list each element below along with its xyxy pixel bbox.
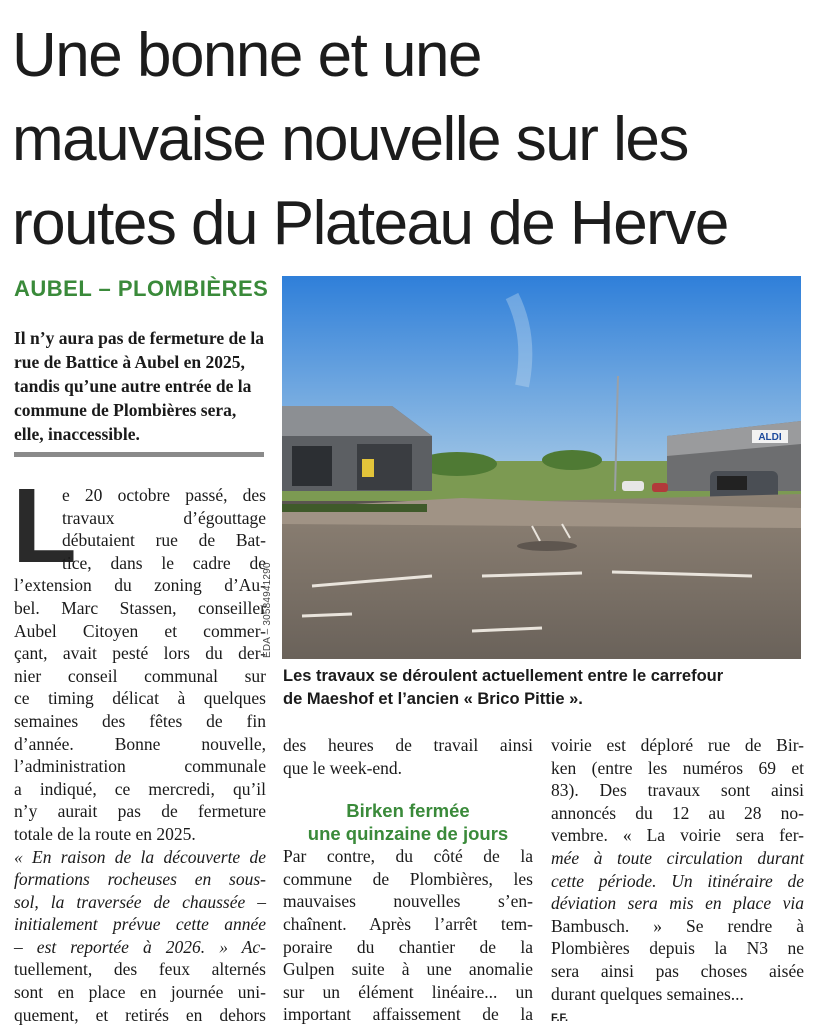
body-line: vembre. « La voirie sera fer- <box>551 825 804 846</box>
quote-line: – est reportée à 2026. » Ac- <box>14 936 266 957</box>
lead-line: tandis qu’une autre entrée de la <box>14 376 252 396</box>
lead-line: Il n’y aura pas de fermeture de la <box>14 328 264 348</box>
quote-line: « En raison de la découverte de <box>14 846 266 867</box>
body-line: sera ainsi pas choses aisée <box>551 960 804 981</box>
lead-line: elle, inaccessible. <box>14 424 140 444</box>
lead-paragraph <box>14 326 269 446</box>
divider <box>14 452 264 457</box>
body-line: commune de Plombières, les <box>283 868 533 889</box>
body-line: l’administration communale <box>14 756 266 777</box>
body-line: semaines des fêtes de fin <box>14 710 266 731</box>
body-line: sont en place en journée uni- <box>14 982 266 1003</box>
body-column-1 <box>12 467 266 1026</box>
body-line: travaux d’égouttage <box>62 507 266 528</box>
quote-line: sol, la traversée de chaussée – <box>14 891 266 912</box>
body-line: des heures de travail ainsi <box>283 735 533 755</box>
aldi-logo: ALDI <box>758 432 782 443</box>
body-line: ce timing délicat à quelques <box>14 688 266 709</box>
section-subhead: Birken fermée <box>346 800 470 822</box>
lead-line: commune de Plombières sera, <box>14 400 237 420</box>
body-line: Aubel Citoyen et commer- <box>14 620 266 641</box>
body-line: totale de la route en 2025. <box>14 823 196 844</box>
caption-line: Les travaux se déroulent actuellement entre le carrefour <box>283 667 724 685</box>
body-line: poraire du chantier de la <box>283 936 533 957</box>
body-line: tuellement, des feux alternés <box>14 959 266 980</box>
street-photo <box>282 276 801 659</box>
body-line: mauvaises nouvelles s’en- <box>283 891 533 912</box>
body-line: que le week-end. <box>283 757 403 778</box>
body-line: voirie est déploré rue de Bir- <box>551 735 804 755</box>
headline <box>12 14 812 266</box>
body-line: Par contre, du côté de la <box>283 846 533 867</box>
body-line: n’y aurait pas de fermeture <box>14 801 266 822</box>
body-line: quement, et retirés en dehors <box>14 1004 266 1025</box>
body-line: sur un élément linéaire... un <box>283 981 533 1002</box>
body-line: çant, avait pesté lors du der- <box>14 643 266 664</box>
body-line: 83). Des travaux sont ainsi <box>551 780 804 801</box>
location-kicker: AUBEL – PLOMBIÈRES <box>14 276 269 301</box>
body-column-2 <box>283 734 533 1026</box>
caption-line: de Maeshof et l’ancien « Brico Pittie ». <box>283 690 583 708</box>
body-line: chaînent. Après l’arrêt tem- <box>283 913 533 934</box>
quote-line: cette période. Un itinéraire de <box>551 870 804 891</box>
body-line: e 20 octobre passé, des <box>62 485 266 505</box>
quote-line: initialement prévue cette année <box>14 914 266 935</box>
section-subhead: une quinzaine de jours <box>307 823 509 845</box>
article-photo <box>282 276 801 659</box>
photo-caption <box>283 665 803 711</box>
body-line: Bambusch. » Se rendre à <box>551 915 804 936</box>
body-line: important affaissement de la <box>283 1004 533 1025</box>
author-signature: F.F. <box>551 1012 569 1025</box>
body-line: tice, dans le cadre de <box>62 552 266 573</box>
drop-cap: L <box>12 467 77 585</box>
headline-line: mauvaise nouvelle sur les <box>12 105 688 174</box>
body-column-3 <box>551 734 804 1030</box>
body-line: nier conseil communal sur <box>14 665 266 686</box>
body-line: débutaient rue de Bat- <box>62 530 266 551</box>
body-line: annoncés du 12 au 28 no- <box>551 802 804 823</box>
body-line: l’extension du zoning d’Au- <box>14 575 266 596</box>
body-line: durant quelques semaines... <box>551 983 744 1004</box>
body-line: d’année. Bonne nouvelle, <box>14 733 266 754</box>
body-line: ken (entre les numéros 69 et <box>551 757 804 778</box>
quote-line: mée à toute circulation durant <box>551 847 804 868</box>
quote-line: déviation sera mis en place via <box>551 893 804 914</box>
quote-line: formations rocheuses en sous- <box>14 869 266 890</box>
headline-line: routes du Plateau de Herve <box>12 189 728 258</box>
body-line: Plombières depuis la N3 ne <box>551 938 804 959</box>
headline-line: Une bonne et une <box>12 21 481 90</box>
lead-line: rue de Battice à Aubel en 2025, <box>14 352 245 372</box>
body-line: a indiqué, ce mercredi, qu’il <box>14 778 266 799</box>
body-line: bel. Marc Stassen, conseiller <box>14 597 266 618</box>
body-line: Gulpen suite à une anomalie <box>283 959 533 980</box>
photo-credit: EDA – 30584941290 <box>262 562 273 658</box>
